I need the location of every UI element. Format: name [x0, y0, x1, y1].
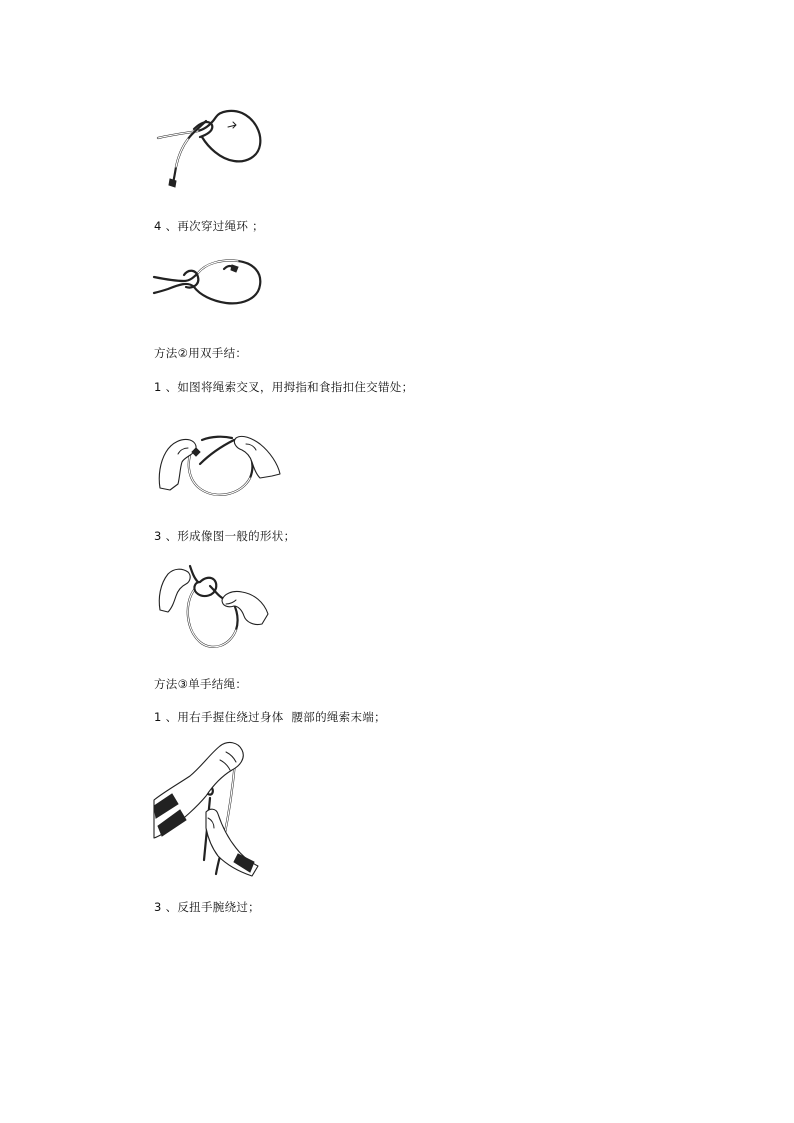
method2-step3-text: 3 、形成像图一般的形状；	[154, 529, 296, 543]
method2-step1-text: 1 、如图将绳索交叉，用拇指和食指扣住交错处；	[154, 380, 414, 394]
one-hand-arm-figure	[150, 738, 270, 878]
method3-step1-text: 1 、用右手握住绕过身体 腰部的绳索末端；	[154, 710, 386, 724]
two-hands-shape-figure	[150, 560, 280, 655]
method3-step3-text: 3 、反扭手腕绕过；	[154, 900, 260, 914]
method3-heading: 方法③单手结绳：	[154, 677, 248, 691]
step4-text: 4 、再次穿过绳环 ；	[154, 219, 264, 233]
knot-figure-step4	[150, 255, 270, 315]
two-hands-cross-figure	[150, 418, 285, 503]
method2-heading: 方法②用双手结：	[154, 346, 248, 360]
knot-figure-step3	[150, 105, 270, 190]
